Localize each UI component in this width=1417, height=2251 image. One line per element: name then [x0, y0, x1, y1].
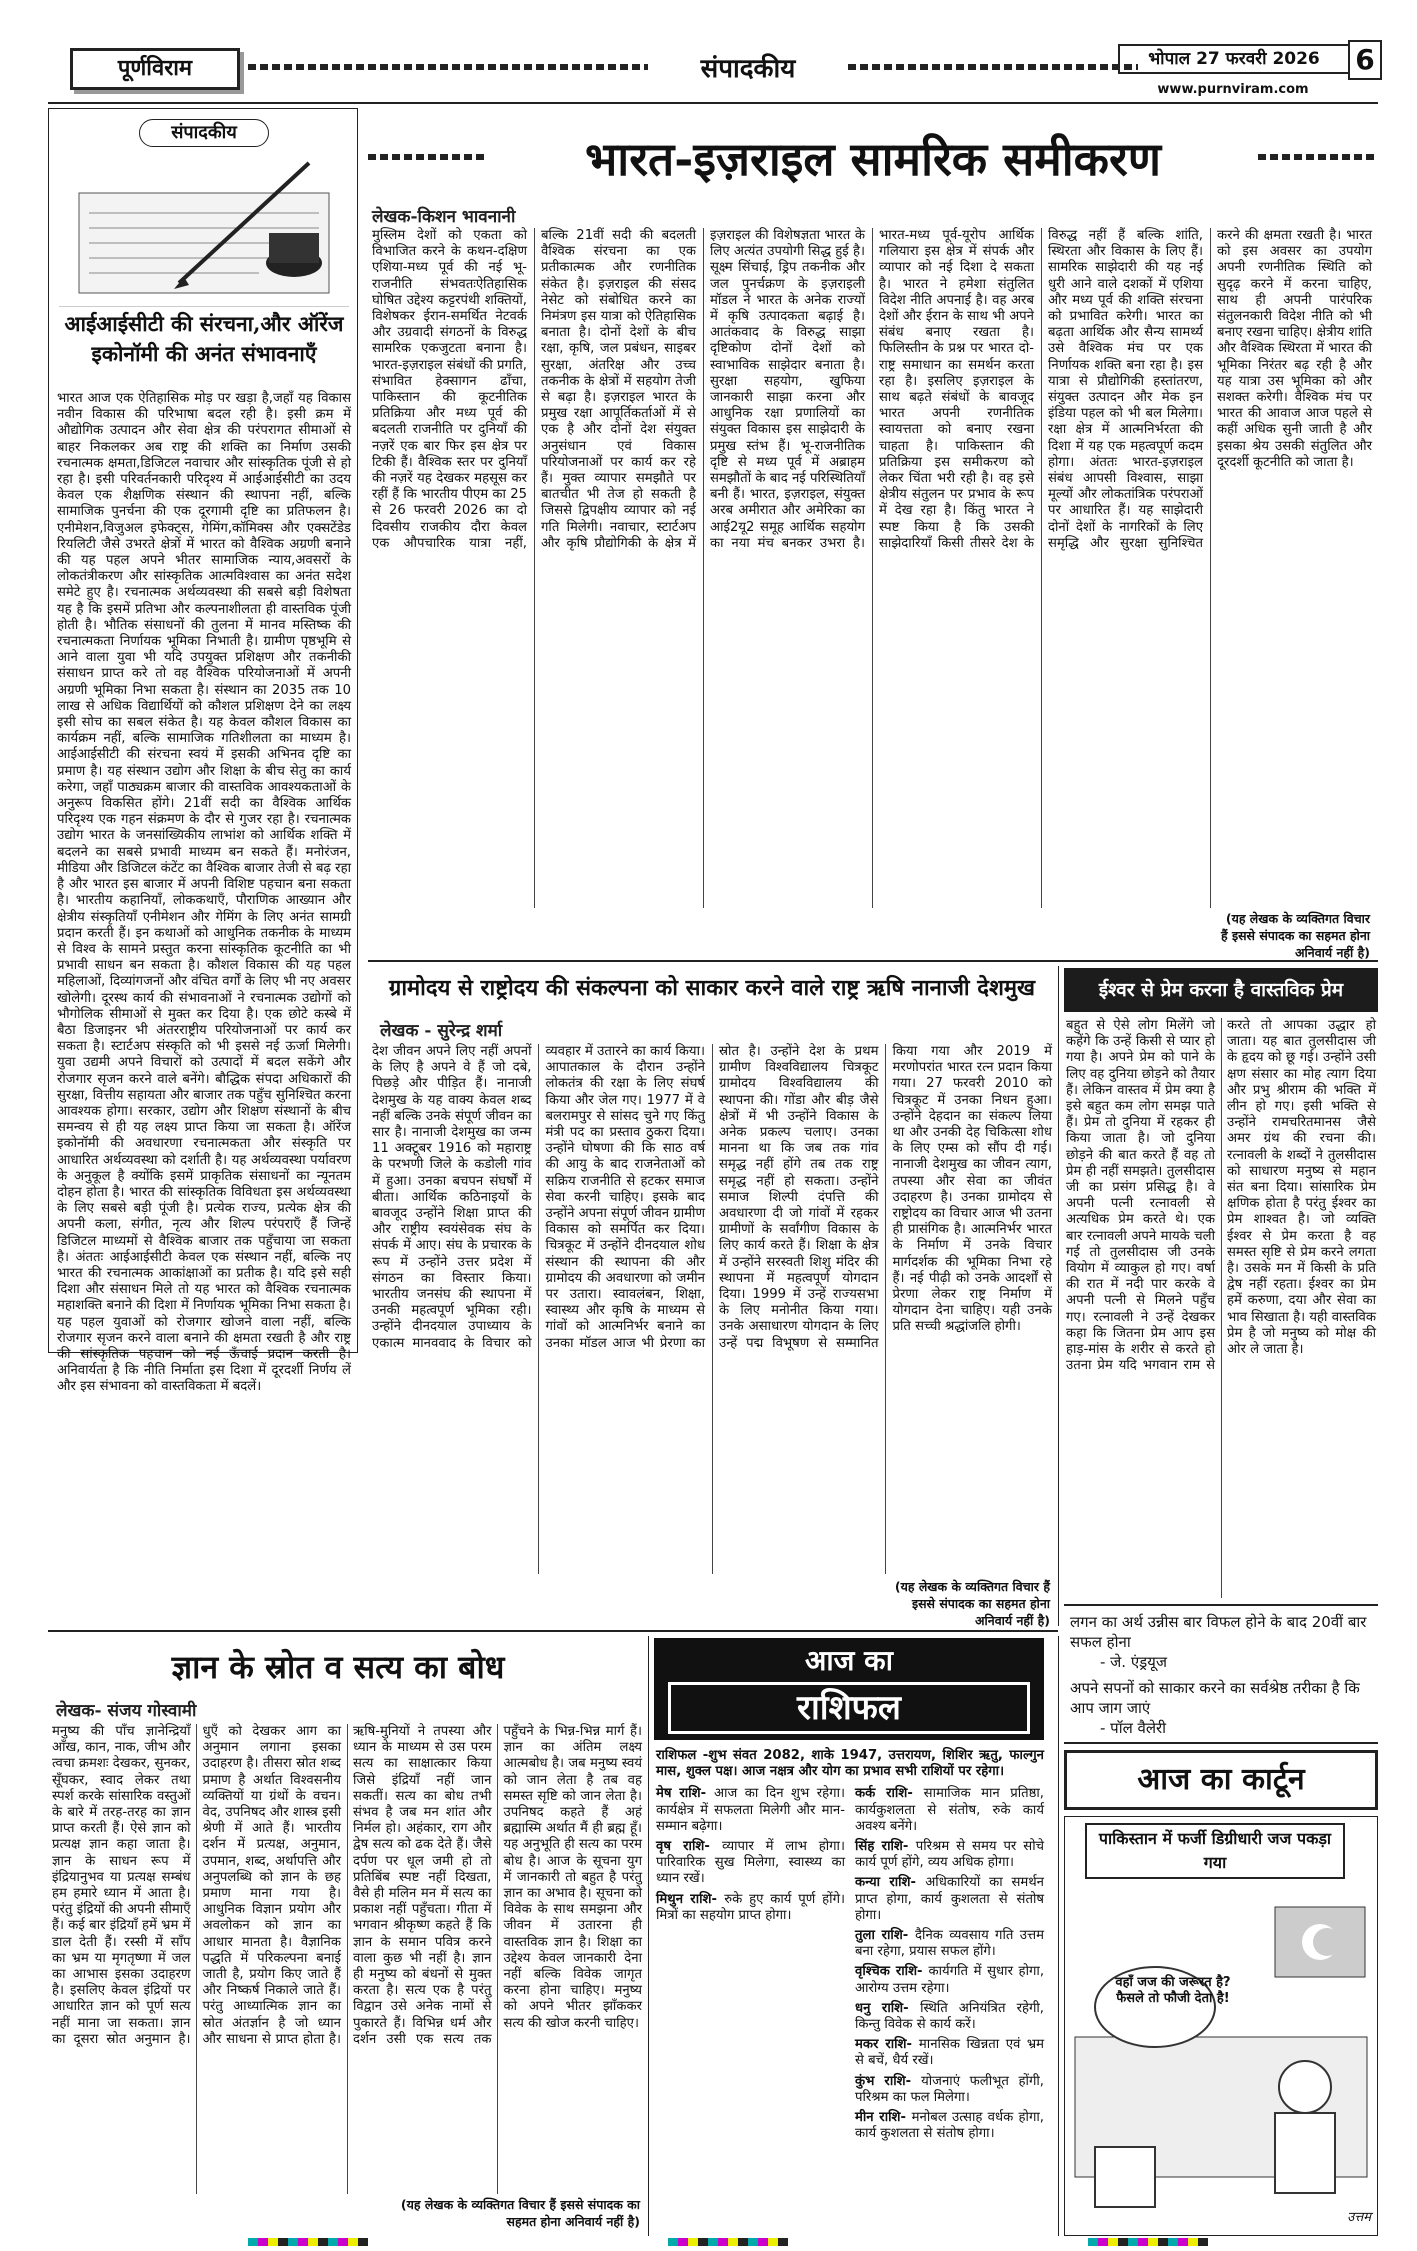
nanaji-body: देश जीवन अपने लिए नहीं अपनों के लिए है अपने वे हैं जो दबे, पिछड़े और पीड़ित हैं। नानाजी देशमुख के यह वाक्य केवल शब्द नहीं बल्कि उनके संपूर्ण जीवन का सार है। नानाजी देशमुख का जन्म 11 अक्टूबर 1916 को महाराष्ट्र के परभणी जिले के कडोली गांव में हुआ। उनका बचपन संघर्षों में बीता। आर्थिक कठिनाइयों के बावजूद उन्होंने शिक्षा प्राप्त की और राष्ट्रीय स्वयंसेवक संघ के संपर्क में आए। संघ के प्रचारक के रूप में उन्होंने उत्तर प्रदेश में संगठन का विस्तार किया। भारतीय जनसंघ की स्थापना में उनकी महत्वपूर्ण भूमिका रही। उन्होंने दीनदयाल उपाध्याय के एकात्म मानववाद के विचार को व्यवहार में उतारने का कार्य किया। आपातकाल के दौरान उन्होंने लोकतंत्र की रक्षा के लिए संघर्ष किया और जेल गए। 1977 में वे बलरामपुर से सांसद चुने गए किंतु मंत्री पद का प्रस्ताव ठुकरा दिया। उन्होंने घोषणा की कि साठ वर्ष की आयु के बाद राजनेताओं को सक्रिय राजनीति से हटकर समाज सेवा करनी चाहिए। इसके बाद उन्होंने अपना संपूर्ण जीवन ग्रामीण विकास को समर्पित कर दिया। चित्रकूट में उन्होंने दीनदयाल शोध संस्थान की स्थापना की और ग्रामोदय की अवधारणा को जमीन पर उतारा। स्वावलंबन, शिक्षा, स्वास्थ्य और कृषि के माध्यम से गांवों को आत्मनिर्भर बनाने का उनका मॉडल आज भी प्रेरणा का स्रोत है। उन्होंने देश के प्रथम ग्रामीण विश्वविद्यालय चित्रकूट ग्रामोदय विश्वविद्यालय की स्थापना की। गोंडा और बीड़ जैसे क्षेत्रों में भी उन्होंने विकास के अनेक प्रकल्प चलाए। उनका मानना था कि जब तक गांव समृद्ध नहीं होंगे तब तक राष्ट्र समृद्ध नहीं हो सकता। उन्होंने समाज शिल्पी दंपत्ति की अवधारणा दी जो गांवों में रहकर ग्रामीणों के सर्वांगीण विकास के लिए कार्य करते हैं। शिक्षा के क्षेत्र में उन्होंने सरस्वती शिशु मंदिर की स्थापना में महत्वपूर्ण योगदान दिया। 1999 में उन्हें राज्यसभा के लिए मनोनीत किया गया। उनके असाधारण योगदान के लिए उन्हें पद्म विभूषण से सम्मानित किया गया और 2019 में मरणोपरांत भारत रत्न प्रदान किया गया। 27 फरवरी 2010 को चित्रकूट में उनका निधन हुआ। उन्होंने देहदान का संकल्प लिया था और उनकी देह चिकित्सा शोध के लिए एम्स को सौंप दी गई। नानाजी देशमुख का जीवन त्याग, तपस्या और सेवा का जीवंत उदाहरण है। उनका ग्रामोदय से राष्ट्रोदय का विचार आज भी उतना ही प्रासंगिक है। आत्मनिर्भर भारत के निर्माण में उनके विचार मार्गदर्शक की भूमिका निभा रहे हैं। नई पीढ़ी को उनके आदर्शों से प्रेरणा लेकर राष्ट्र निर्माण में योगदान देना चाहिए। यही उनके प्रति सच्ची श्रद्धांजलि होगी। — [372, 1044, 1052, 1351]
cartoon-signature: उत्तम — [1347, 2210, 1371, 2225]
rashi-text: कार्यगति में सुधार होगा, आरोग्य उत्तम रहेगा। — [855, 1964, 1045, 1996]
pen-inkwell-icon — [59, 143, 349, 303]
rashifal-content — [656, 1748, 1044, 2236]
page-number: 6 — [1348, 40, 1382, 80]
gyan-body: मनुष्य की पाँच ज्ञानेन्द्रियाँ आँख, कान, नाक, जीभ और त्वचा क्रमशः देखकर, सुनकर, सूँघकर, स्वाद लेकर तथा स्पर्श करके सांसारिक वस्तुओं के बारे में तरह-तरह का ज्ञान प्राप्त करती हैं। ऐसे ज्ञान को प्रत्यक्ष ज्ञान कहा जाता है। ज्ञान के साधन रूप में इंद्रियानुभव या प्रत्यक्ष सम्बंध हम हमारे ध्यान में आता है। परंतु इंद्रियों की अपनी सीमाएँ हैं। कई बार इंद्रियाँ हमें भ्रम में डाल देती हैं। रस्सी में साँप का भ्रम या मृगतृष्णा में जल का आभास इसका उदाहरण है। इसलिए केवल इंद्रियों पर आधारित ज्ञान को पूर्ण सत्य नहीं माना जा सकता। ज्ञान का दूसरा स्रोत अनुमान है। धुएँ को देखकर आग का अनुमान लगाना इसका उदाहरण है। तीसरा स्रोत शब्द प्रमाण है अर्थात विश्वसनीय व्यक्तियों या ग्रंथों के वचन। वेद, उपनिषद और शास्त्र इसी श्रेणी में आते हैं। भारतीय दर्शन में प्रत्यक्ष, अनुमान, उपमान, शब्द, अर्थापत्ति और अनुपलब्धि को ज्ञान के छह प्रमाण माना गया है। आधुनिक विज्ञान प्रयोग और अवलोकन को ज्ञान का आधार मानता है। वैज्ञानिक पद्धति में परिकल्पना बनाई जाती है, प्रयोग किए जाते हैं और निष्कर्ष निकाले जाते हैं। परंतु आध्यात्मिक ज्ञान का स्रोत अंतर्ज्ञान है जो ध्यान और साधना से प्राप्त होता है। ऋषि-मुनियों ने तपस्या और ध्यान के माध्यम से उस परम सत्य का साक्षात्कार किया जिसे इंद्रियाँ नहीं जान सकतीं। सत्य का बोध तभी संभव है जब मन शांत और निर्मल हो। अहंकार, राग और द्वेष सत्य को ढक देते हैं। जैसे दर्पण पर धूल जमी हो तो प्रतिबिंब स्पष्ट नहीं दिखता, वैसे ही मलिन मन में सत्य का प्रकाश नहीं पहुँचता। गीता में भगवान श्रीकृष्ण कहते हैं कि ज्ञान के समान पवित्र करने वाला कुछ भी नहीं है। ज्ञान ही मनुष्य को बंधनों से मुक्त करता है। सत्य एक है परंतु विद्वान उसे अनेक नामों से पुकारते हैं। विभिन्न धर्म और दर्शन उसी एक सत्य तक पहुँचने के भिन्न-भिन्न मार्ग हैं। ज्ञान का अंतिम लक्ष्य आत्मबोध है। जब मनुष्य स्वयं को जान लेता है तब वह समस्त सृष्टि को जान लेता है। उपनिषद कहते हैं अहं ब्रह्मास्मि अर्थात मैं ही ब्रह्म हूँ। यह अनुभूति ही सत्य का परम बोध है। आज के सूचना युग में जानकारी तो बहुत है परंतु ज्ञान का अभाव है। सूचना को विवेक के साथ समझना और जीवन में उतारना ही वास्तविक ज्ञान है। शिक्षा का उद्देश्य केवल जानकारी देना नहीं बल्कि विवेक जागृत करना होना चाहिए। मनुष्य को अपने भीतर झाँककर सत्य की खोज करनी चाहिए। — [52, 1724, 642, 2047]
rashi-text: दैनिक व्यवसाय गति उत्तम बना रहेगा, प्रयास सफल होंगे। — [855, 1928, 1044, 1960]
rashi-sign: धनु राशि- — [855, 2000, 921, 2016]
rashi-text: मनोबल उत्साह वर्धक होगा, कार्य कुशलता से संतोष होगा। — [855, 2110, 1044, 2142]
rashifal-columns — [656, 1786, 1044, 2146]
rashi-text: व्यापार में लाभ होगा। पारिवारिक सुख मिलेगा, स्वास्थ्य का ध्यान रखें। — [656, 1839, 845, 1887]
masthead — [48, 40, 1378, 98]
ishwar-headline: ईश्वर से प्रेम करना है वास्तविक प्रेम — [1098, 979, 1344, 1001]
rashi-sign: सिंह राशि- — [855, 1839, 916, 1855]
rashi-sign: कन्या राशि- — [855, 1875, 926, 1891]
rashifal-intro: राशिफल -शुभ संवत 2082, शाके 1947, उत्तरायण, शिशिर ऋतु, फाल्गुन मास, शुक्ल पक्ष। आज नक्षत्र और योग का प्रभाव सभी राशियों पर रहेगा। — [656, 1748, 1044, 1780]
rashi-text: परिश्रम से समय पर सोचे कार्य पूर्ण होंगे, व्यय अधिक होगा। — [855, 1839, 1044, 1871]
cartoon-caption: पाकिस्तान में फर्जी डिग्रीधारी जज पकड़ा गया — [1085, 1823, 1345, 1879]
rashifal-column-2 — [855, 1786, 1044, 2146]
quote-text-2: अपने सपनों को साकार करने का सर्वश्रेष्ठ तरीका है कि आप जाग जाएं — [1070, 1679, 1360, 1717]
rashi-sign: तुला राशि- — [855, 1928, 916, 1944]
quote-text-1: लगन का अर्थ उन्नीस बार विफल होने के बाद 20वीं बार सफल होना — [1070, 1613, 1367, 1651]
masthead-logo: पूर्णविराम — [70, 48, 240, 90]
editorial-headline: आईआईसीटी की संरचना,और ऑरेंज इकोनॉमी की अनंत संभावनाएँ — [64, 311, 344, 366]
cartoon-title: आज का कार्टून — [1137, 1762, 1305, 1797]
rashi-entry — [855, 2110, 1044, 2142]
quote-author-2: - पॉल वैलेरी — [1100, 1719, 1167, 1737]
editorial-body: भारत आज एक ऐतिहासिक मोड़ पर खड़ा है,जहाँ यह विकास नवीन विकास की परिभाषा बदल रही है। इसी क्रम में औद्योगिक उत्पादन और सेवा क्षेत्र की परंपरागत सीमाओं से बाहर निकलकर अब राष्ट्र की शक्ति का निर्माण उसकी रचनात्मक क्षमता,डिजिटल नवाचार और सांस्कृतिक पूंजी से हो रहा है। इसी परिवर्तनकारी परिदृश्य में आईआईसीटी का उदय केवल एक शैक्षणिक संस्थान की स्थापना नहीं, बल्कि सामाजिक पुनर्चना की एक दूरगामी दृष्टि का प्रतिफलन है। एनीमेशन,विजुअल इफेक्ट्स, गेमिंग,कॉमिक्स और एक्सटेंडेड रियलिटी जैसे उभरते क्षेत्रों में भारत को वैश्विक अग्रणी बनाने की यह पहल अपने भीतर सामाजिक न्याय,अवसरों के लोकतंत्रीकरण और सांस्कृतिक आत्मविश्वास का अनंत सदेश समेटे हुए है। रचनात्मक अर्थव्यवस्था की सबसे बड़ी विशेषता यह है कि इसमें प्रतिभा और कल्पनाशीलता ही वास्तविक पूंजी होती है। भौतिक संसाधनों की तुलना में मानव मस्तिष्क की रचनात्मकता निर्णायक भूमिका निभाती है। ग्रामीण पृष्ठभूमि से आने वाला युवा भी यदि उपयुक्त प्रशिक्षण और तकनीकी संसाधन प्राप्त करे तो वह वैश्विक परियोजनाओं में अपनी अग्रणी भूमिका निभा सकता है। संस्थान का 2035 तक 10 लाख से अधिक विद्यार्थियों को कौशल प्रशिक्षण देने का लक्ष्य इसी सोच का सबल संकेत है। यह केवल कौशल विकास का कार्यक्रम नहीं, बल्कि सामाजिक गतिशीलता का माध्यम है। आईआईसीटी की संरचना स्वयं में इसकी अभिनव दृष्टि का प्रमाण है। यह संस्थान उद्योग और शिक्षा के बीच सेतु का कार्य करेगा, जहाँ पाठ्यक्रम बाजार की वास्तविक आवश्यकताओं के अनुरूप विकसित होंगे। 21वीं सदी का वैश्विक आर्थिक परिदृश्य एक गहन संक्रमण के दौर से गुजर रहा है। रचनात्मक उद्योग भारत के जनसांख्यिकीय लाभांश को आर्थिक शक्ति में बदलने का सबसे प्रभावी माध्यम बन सकते हैं। मनोरंजन, मीडिया और डिजिटल कंटेंट का वैश्विक बाजार तेजी से बढ़ रहा है और भारत इस बाजार में अपनी विशिष्ट पहचान बना सकता है। भारतीय कहानियाँ, लोककथाएँ, पौराणिक आख्यान और क्षेत्रीय संस्कृतियाँ एनीमेशन और गेमिंग के लिए अनंत सामग्री प्रदान करती हैं। इन कथाओं को आधुनिक तकनीक के माध्यम से विश्व के सामने प्रस्तुत करना सांस्कृतिक कूटनीति का भी प्रभावी साधन बन सकता है। कौशल विकास की यह पहल महिलाओं, दिव्यांगजनों और वंचित वर्गों के लिए भी नए अवसर खोलेगी। दूरस्थ कार्य की संभावनाओं ने रचनात्मक उद्योगों को भौगोलिक सीमाओं से मुक्त कर दिया है। एक छोटे कस्बे में बैठा डिजाइनर भी अंतरराष्ट्रीय परियोजनाओं पर कार्य कर सकता है। स्टार्टअप संस्कृति को भी इससे नई ऊर्जा मिलेगी। युवा उद्यमी अपने विचारों को उत्पादों में बदल सकेंगे और रोजगार सृजन करने वाले बनेंगे। बौद्धिक संपदा अधिकारों की सुरक्षा, वित्तीय सहायता और बाजार तक पहुँच सुनिश्चित करना आवश्यक होगा। सरकार, उद्योग और शिक्षण संस्थानों के बीच समन्वय से ही यह लक्ष्य प्राप्त किया जा सकता है। ऑरेंज इकोनॉमी की अवधारणा रचनात्मकता और संस्कृति पर आधारित अर्थव्यवस्था को दर्शाती है। यह अर्थव्यवस्था पर्यावरण के अनुकूल है क्योंकि इसमें प्राकृतिक संसाधनों का न्यूनतम दोहन होता है। भारत की सांस्कृतिक विविधता इस अर्थव्यवस्था के लिए सबसे बड़ी पूंजी है। प्रत्येक राज्य, प्रत्येक क्षेत्र की अपनी कला, संगीत, नृत्य और शिल्प परंपराएँ हैं जिन्हें डिजिटल माध्यमों से वैश्विक बाजार तक पहुँचाया जा सकता है। अंततः आईआईसीटी केवल एक संस्थान नहीं, बल्कि नए भारत की रचनात्मक आकांक्षाओं का प्रतीक है। यदि इसे सही दिशा और संसाधन मिले तो यह भारत को वैश्विक रचनात्मक महाशक्ति बनाने की दिशा में निर्णायक भूमिका निभा सकता है। यह पहल युवाओं को रोजगार खोजने वाला नहीं, बल्कि रोजगार सृजन करने वाला बनाने की क्षमता रखती है और राष्ट्र की सांस्कृतिक पहचान को नई ऊँचाई प्रदान करती है। अनिवार्यता है कि नीति निर्माता इस दिशा में दूरदर्शी निर्णय लें और इस संभावना को वास्तविकता में बदलें। — [57, 391, 351, 1395]
rashi-sign: वृश्चिक राशि- — [855, 1964, 929, 1980]
lead-headline: भारत-इज़राइल सामरिक समीकरण — [584, 132, 1162, 186]
masthead-date: भोपाल 27 फरवरी 2026 — [1118, 44, 1348, 74]
rashi-entry — [656, 1839, 845, 1888]
rashi-entry — [855, 2074, 1044, 2106]
cartoon-drawing — [1065, 1887, 1377, 2235]
rashi-entry — [855, 1875, 1044, 1924]
rashifal-column-1 — [656, 1786, 845, 2146]
nanaji-note: (यह लेखक के व्यक्तिगत विचार हैं इससे संपादक का सहमत होना अनिवार्य नहीं है) — [894, 1579, 1050, 1628]
rashi-text: सामाजिक मान प्रतिष्ठा, कार्यकुशलता से संतोष, रुके कार्य अवश्य बनेंगे। — [855, 1786, 1045, 1834]
registration-marks-bottom — [48, 2238, 1378, 2248]
rashi-entry — [656, 1892, 845, 1924]
rashi-text: मानसिक खिन्नता एवं भ्रम से बचें, धैर्य रखें। — [855, 2037, 1044, 2069]
masthead-section: संपादकीय — [700, 54, 796, 84]
rashi-text: अधिकारियों का समर्थन प्राप्त होगा, कार्य कुशलता से संतोष होगा। — [855, 1875, 1044, 1923]
editorial-box — [48, 108, 358, 1395]
rashi-sign: मिथुन राशि- — [656, 1891, 725, 1907]
lead-headline-box — [368, 120, 1378, 198]
rashi-entry — [855, 2037, 1044, 2069]
rashi-entry — [855, 2001, 1044, 2033]
rashi-entry — [656, 1786, 845, 1835]
ishwar-body: बहुत से ऐसे लोग मिलेंगे जो कहेंगे कि उन्हें किसी से प्यार हो गया है। अपने प्रेम को पाने के लिए वह दुनिया छोड़ने को तैयार हैं। लेकिन वास्तव में प्रेम क्या है इसे बहुत कम लोग समझ पाते हैं। प्रेम तो दुनिया में रहकर ही किया जाता है। जो दुनिया छोड़ने की बात करते हैं वह तो प्रेम ही नहीं समझते। तुलसीदास जी का प्रसंग प्रसिद्ध है। वे अपनी पत्नी रत्नावली से अत्यधिक प्रेम करते थे। एक बार रत्नावली अपने मायके चली गई तो तुलसीदास जी उनके वियोग में व्याकुल हो गए। वर्षा की रात में नदी पार करके वे अपनी पत्नी से मिलने पहुँच गए। रत्नावली ने उन्हें देखकर कहा कि जितना प्रेम आप इस हाड़-मांस के शरीर से करते हो उतना प्रेम यदि भगवान राम से करते तो आपका उद्धार हो जाता। यह बात तुलसीदास जी के हृदय को छू गई। उन्होंने उसी क्षण संसार का मोह त्याग दिया और प्रभु श्रीराम की भक्ति में लीन हो गए। इसी भक्ति से उन्होंने रामचरितमानस जैसे अमर ग्रंथ की रचना की। रत्नावली के शब्दों ने तुलसीदास को साधारण मनुष्य से महान संत बना दिया। सांसारिक प्रेम क्षणिक होता है परंतु ईश्वर का प्रेम शाश्वत है। जो व्यक्ति ईश्वर से प्रेम करता है वह समस्त सृष्टि से प्रेम करने लगता है। उसके मन में किसी के प्रति द्वेष नहीं रहता। ईश्वर का प्रेम हमें करुणा, दया और सेवा का भाव सिखाता है। यही वास्तविक प्रेम है जो मनुष्य को मोक्ष की ओर ले जाता है। — [1066, 1018, 1376, 1374]
rashi-sign: मीन राशि- — [855, 2110, 912, 2126]
cartoon-bubble: वहाँ जज की जरूरत है? फैसले तो फौजी देता है! — [1115, 1975, 1231, 2006]
cartoon-title-box — [1064, 1750, 1378, 1810]
lead-body: मुस्लिम देशों को एकता को विभाजित करने के कथन-दक्षिण एशिया-मध्य पूर्व की नई भू-राजनीति संभवतःऐतिहासिक घोषित उद्देश्य कट्टरपंथी शक्तियों, विशेषकर ईरान-समर्थित नेटवर्क और उग्रवादी संगठनों के विरुद्ध सामरिक एकजुटता बनाना है। भारत-इज़राइल संबंधों की प्रगति, संभावित हेक्सागन ढाँचा, पाकिस्तान की कूटनीतिक प्रतिक्रिया और मध्य पूर्व की बदलती राजनीति पर दुनियाँ की नज़रें एक बार फिर इस क्षेत्र पर टिकी हैं। वैश्विक स्तर पर दुनियाँ की नज़रें यह देखकर महसूस कर रहीं हैं कि भारतीय पीएम का 25 से 26 फरवरी 2026 का दो दिवसीय राजकीय दौरा केवल एक औपचारिक यात्रा नहीं, बल्कि 21वीं सदी की बदलती वैश्विक संरचना का एक प्रतीकात्मक और रणनीतिक संकेत है। इज़राइल की संसद नेसेट को संबोधित करने का निमंत्रण इस यात्रा को ऐतिहासिक बनाता है। दोनों देशों के बीच रक्षा, कृषि, जल प्रबंधन, साइबर सुरक्षा, अंतरिक्ष और उच्च तकनीक के क्षेत्रों में सहयोग तेजी से बढ़ा है। इज़राइल भारत के प्रमुख रक्षा आपूर्तिकर्ताओं में से एक है और दोनों देश संयुक्त अनुसंधान एवं विकास परियोजनाओं पर कार्य कर रहे हैं। मुक्त व्यापार समझौते पर बातचीत भी तेज हो सकती है जिससे द्विपक्षीय व्यापार को नई गति मिलेगी। नवाचार, स्टार्टअप और कृषि प्रौद्योगिकी के क्षेत्र में इज़राइल की विशेषज्ञता भारत के लिए अत्यंत उपयोगी सिद्ध हुई है। सूक्ष्म सिंचाई, ड्रिप तकनीक और जल पुनर्चक्रण के इज़राइली मॉडल ने भारत के अनेक राज्यों में कृषि उत्पादकता बढ़ाई है। आतंकवाद के विरुद्ध साझा दृष्टिकोण दोनों देशों को स्वाभाविक साझेदार बनाता है। सुरक्षा सहयोग, खुफिया जानकारी साझा करना और आधुनिक रक्षा प्रणालियों का संयुक्त विकास इस साझेदारी के प्रमुख स्तंभ हैं। भू-राजनीतिक दृष्टि से मध्य पूर्व में अब्राहम समझौतों के बाद नई परिस्थितियाँ बनी हैं। भारत, इज़राइल, संयुक्त अरब अमीरात और अमेरिका का आई2यू2 समूह आर्थिक सहयोग का नया मंच बनकर उभरा है। भारत-मध्य पूर्व-यूरोप आर्थिक गलियारा इस क्षेत्र में संपर्क और व्यापार को नई दिशा दे सकता है। भारत ने हमेशा संतुलित विदेश नीति अपनाई है। वह अरब देशों और ईरान के साथ भी अपने संबंध बनाए रखता है। फिलिस्तीन के प्रश्न पर भारत दो-राष्ट्र समाधान का समर्थन करता रहा है। इसलिए इज़राइल के साथ बढ़ते संबंधों के बावजूद भारत अपनी रणनीतिक स्वायत्तता को बनाए रखना चाहता है। पाकिस्तान की प्रतिक्रिया इस समीकरण को लेकर चिंता भरी रही है। वह इसे क्षेत्रीय संतुलन पर प्रभाव के रूप में देख रहा है। किंतु भारत ने स्पष्ट किया है कि उसकी साझेदारियाँ किसी तीसरे देश के विरुद्ध नहीं हैं बल्कि शांति, स्थिरता और विकास के लिए हैं। सामरिक साझेदारी की यह नई धुरी आने वाले दशकों में एशिया और मध्य पूर्व की शक्ति संरचना को प्रभावित करेगी। भारत का बढ़ता आर्थिक और सैन्य सामर्थ्य उसे वैश्विक मंच पर एक निर्णायक शक्ति बना रहा है। इस यात्रा से प्रौद्योगिकी हस्तांतरण, संयुक्त उत्पादन और मेक इन इंडिया पहल को भी बल मिलेगा। रक्षा क्षेत्र में आत्मनिर्भरता की दिशा में यह एक महत्वपूर्ण कदम होगा। अंततः भारत-इज़राइल संबंध आपसी विश्वास, साझा मूल्यों और लोकतांत्रिक परंपराओं पर आधारित हैं। यह साझेदारी दोनों देशों के नागरिकों के लिए समृद्धि और सुरक्षा सुनिश्चित करने की क्षमता रखती है। भारत को इस अवसर का उपयोग अपनी रणनीतिक स्थिति को सुदृढ़ करने में करना चाहिए, साथ ही अपनी पारंपरिक संतुलनकारी विदेश नीति को भी बनाए रखना चाहिए। क्षेत्रीय शांति और वैश्विक स्थिरता में भारत की भूमिका निरंतर बढ़ रही है और यह यात्रा उस भूमिका को और सशक्त करेगी। वैश्विक मंच पर भारत की आवाज आज पहले से कहीं अधिक सुनी जाती है और इसका श्रेय उसकी संतुलित और दूरदर्शी कूटनीति को जाता है। — [372, 228, 1372, 551]
gyan-byline: लेखक- संजय गोस्वामी — [56, 1701, 197, 1721]
website-link[interactable]: www.purnviram.com — [1157, 82, 1309, 97]
rashi-entry — [855, 1839, 1044, 1871]
rashifal-banner: आज का राशिफल — [654, 1638, 1044, 1740]
rashi-sign: मकर राशि- — [855, 2037, 919, 2053]
editorial-badge: संपादकीय — [59, 113, 349, 307]
gyan-headline: ज्ञान के स्रोत व सत्य का बोध — [171, 1648, 505, 1686]
rashi-text: आज का दिन शुभ रहेगा। कार्यक्षेत्र में सफलता मिलेगी और मान-सम्मान बढ़ेगा। — [656, 1786, 845, 1834]
rashi-entry — [855, 1928, 1044, 1960]
gyan-note: (यह लेखक के व्यक्तिगत विचार हैं इससे संपादक का सहमत होना अनिवार्य नहीं है) — [400, 2197, 640, 2229]
quote-box — [1064, 1604, 1378, 1744]
rashi-text: रुके हुए कार्य पूर्ण होंगे। मित्रों का सहयोग प्राप्त होगा। — [656, 1891, 845, 1923]
rashi-sign: कर्क राशि- — [855, 1786, 924, 1802]
rashi-sign: मेष राशि- — [656, 1786, 714, 1802]
lead-note: (यह लेखक के व्यक्तिगत विचार हैं इससे संपादक का सहमत होना अनिवार्य नहीं है) — [1220, 911, 1370, 960]
rashi-entry — [855, 1786, 1044, 1835]
nanaji-byline: लेखक - सुरेन्द्र शर्मा — [380, 1021, 503, 1041]
lead-byline: लेखक-किशन भावनानी — [372, 207, 516, 227]
nanaji-headline: ग्रामोदय से राष्ट्रोदय की संकल्पना को साकार करने वाले राष्ट्र ऋषि नानाजी देशमुख — [388, 975, 1036, 1001]
cartoon-frame — [1064, 1816, 1378, 2236]
rashi-text: योजनाएं फलीभूत होंगी, परिश्रम का फल मिलेगा। — [855, 2073, 1044, 2105]
rashi-entry — [855, 1964, 1044, 1996]
quote-author-1: - जे. एंड्रयूज — [1100, 1653, 1167, 1671]
ishwar-headline-box — [1064, 968, 1378, 1012]
rashi-sign: वृष राशि- — [656, 1839, 722, 1855]
rashi-sign: कुंभ राशि- — [855, 2073, 922, 2089]
rashi-text: स्थिति अनियंत्रित रहेगी, किन्तु विवेक से कार्य करें। — [855, 2000, 1044, 2033]
